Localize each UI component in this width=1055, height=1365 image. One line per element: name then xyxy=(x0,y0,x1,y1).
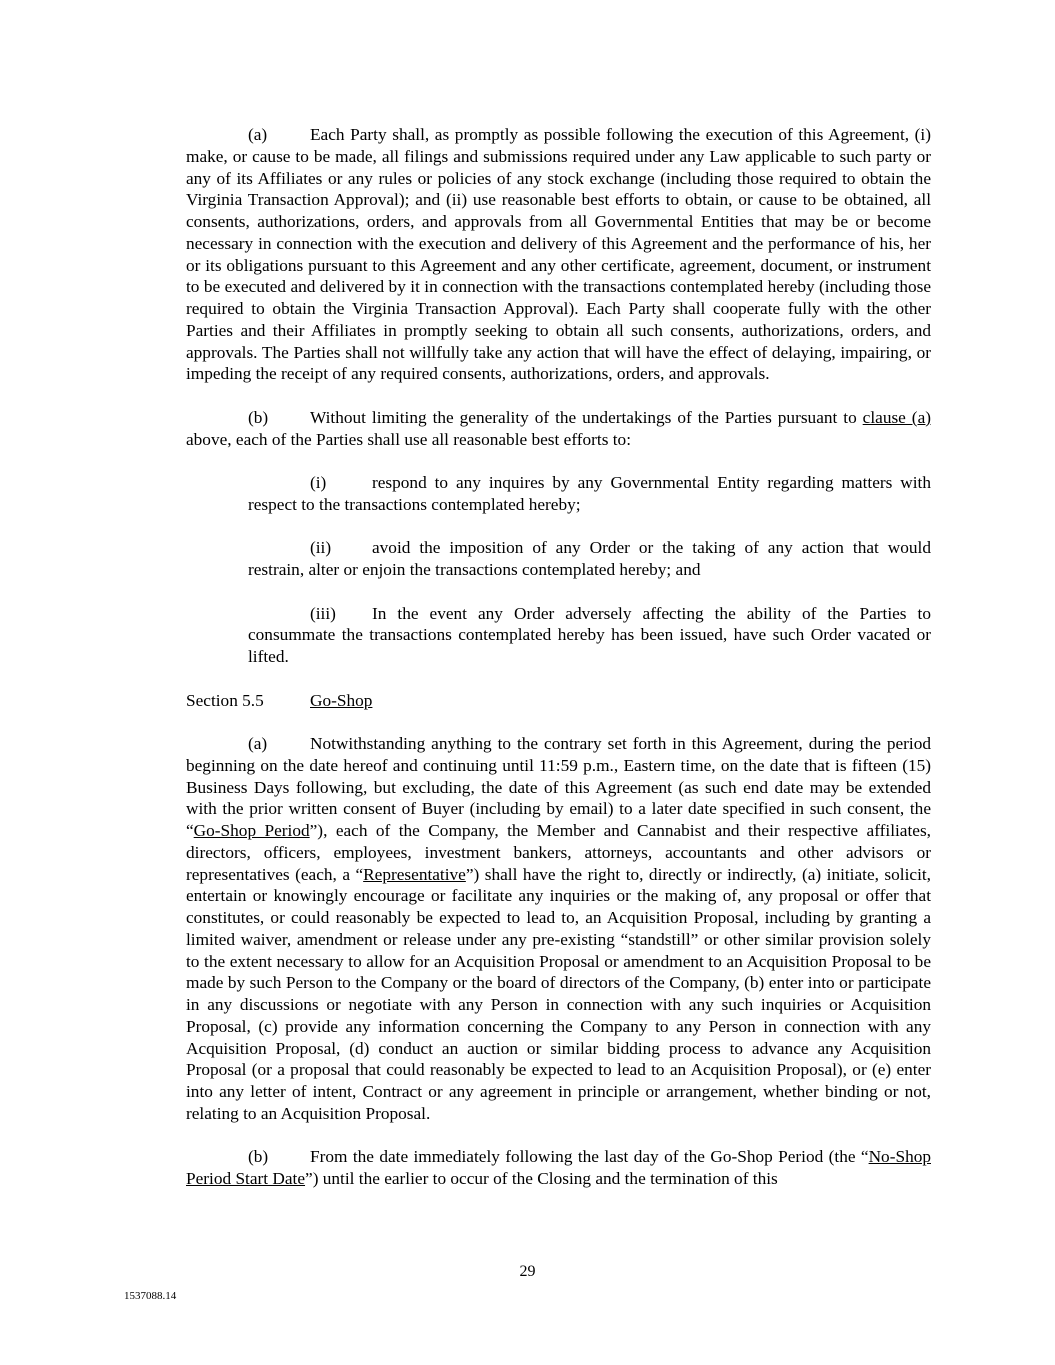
document-body xyxy=(186,124,931,1212)
section-number: Section 5.5 xyxy=(186,690,264,710)
defined-term: No-Shop Period Start Date xyxy=(186,1147,931,1188)
section-heading xyxy=(186,690,931,712)
document-id: 1537088.14 xyxy=(124,1290,177,1302)
paragraph-text: ”), each of the Company, the Member and Cannabist and their respective affiliates, directors, officers, employees, investment bankers, attorneys, accountants and other advisors or representatives (each, a “ xyxy=(186,821,931,884)
sub-item-label: (i) xyxy=(310,473,327,492)
sub-item-ii xyxy=(248,537,931,581)
paragraph-b xyxy=(186,407,931,451)
paragraph-text: From the date immediately following the last day of the Go-Shop Period (the “ xyxy=(310,1147,869,1167)
sub-item-text: In the event any Order adversely affecting the ability of the Parties to consummate the transactions contemplated hereby has been issued, have such Order vacated or lifted. xyxy=(248,603,931,666)
paragraph-text: ”) until the earlier to occur of the Closing and the termination of this xyxy=(305,1169,778,1188)
sub-item-text: avoid the imposition of any Order or the taking of any action that would restrain, alter or enjoin the transactions contemplated hereby; and xyxy=(248,538,931,579)
paragraph-label: (b) xyxy=(248,1147,269,1167)
paragraph-a xyxy=(186,124,931,385)
paragraph-label: (a) xyxy=(248,734,268,753)
sub-item-label: (iii) xyxy=(310,603,336,623)
section-title: Go-Shop xyxy=(310,690,373,710)
paragraph-label: (a) xyxy=(248,125,268,144)
defined-term: Representative xyxy=(363,864,466,884)
goshop-paragraph-b xyxy=(186,1146,931,1190)
sub-item-text: respond to any inquires by any Governmental Entity regarding matters with respect to the transactions contemplated hereby; xyxy=(248,473,931,514)
paragraph-text: above, each of the Parties shall use all reasonable best efforts to: xyxy=(186,429,632,449)
paragraph-label: (b) xyxy=(248,407,269,427)
clause-reference: clause (a) xyxy=(862,407,931,427)
sub-item-iii xyxy=(248,603,931,668)
sub-item-label: (ii) xyxy=(310,538,332,558)
paragraph-text: Without limiting the generality of the undertakings of the Parties pursuant to xyxy=(310,407,863,427)
sub-item-i xyxy=(248,472,931,516)
goshop-paragraph-a xyxy=(186,733,931,1125)
paragraph-text: ”) shall have the right to, directly or indirectly, (a) initiate, solicit, entertain or knowingly encourage or facilitate any inquiries or the making of, any proposal or offer that constitutes, or could reasonably be expected to lead to, an Acquisition Proposal, including by granting a limited waiver, amendment or release under any pre-existing “standstill” or other similar provision solely to the extent necessary to allow for an Acquisition Proposal or amendment to an Acquisition Proposal to be made by such Person to the Company or the board of directors of the Company, (b) enter into or participate in any discussions or negotiate with any Person in connection with any such inquiries or Acquisition Proposal, (c) provide any information concerning the Company to any Person in connection with any Acquisition Proposal, (d) conduct an auction or similar bidding process to advance any Acquisition Proposal (or a proposal that could reasonably be expected to lead to an Acquisition Proposal), or (e) enter into any letter of intent, Contract or any agreement in principle or arrangement, whether binding or not, relating to an Acquisition Proposal. xyxy=(186,864,931,1123)
defined-term: Go-Shop Period xyxy=(193,821,310,840)
page-number: 29 xyxy=(519,1263,536,1280)
paragraph-text: Notwithstanding anything to the contrary set forth in this Agreement, during the period beginning on the date hereof and continuing until 11:59 p.m., Eastern time, on the date that is fifteen (15) Business Days following, but excluding, the date of this Agreement (as such end date may be extended with the prior written consent of Buyer (including by email) to a later date specified in such consent, the “ xyxy=(186,734,931,840)
paragraph-text: Each Party shall, as promptly as possible following the execution of this Agreement, (i) make, or cause to be made, all filings and submissions required under any Law applicable to such party or any of its Affiliates or any rules or policies of any stock exchange (including those required to obtain the Virginia Transaction Approval); and (ii) use reasonable best efforts to obtain, or cause to be obtained, all consents, authorizations, orders, and approvals from all Governmental Entities that may be or become necessary in connection with the execution and delivery of this Agreement and the performance of his, her or its obligations pursuant to this Agreement and any other certificate, agreement, document, or instrument to be executed and delivered by it in connection with the transactions contemplated hereby (including those required to obtain the Virginia Transaction Approval). Each Party shall cooperate fully with the other Parties and their Affiliates in promptly seeking to obtain all such consents, authorizations, orders, and approvals. The Parties shall not willfully take any action that will have the effect of delaying, impairing, or impeding the receipt of any required consents, authorizations, orders, and approvals. xyxy=(186,125,931,384)
